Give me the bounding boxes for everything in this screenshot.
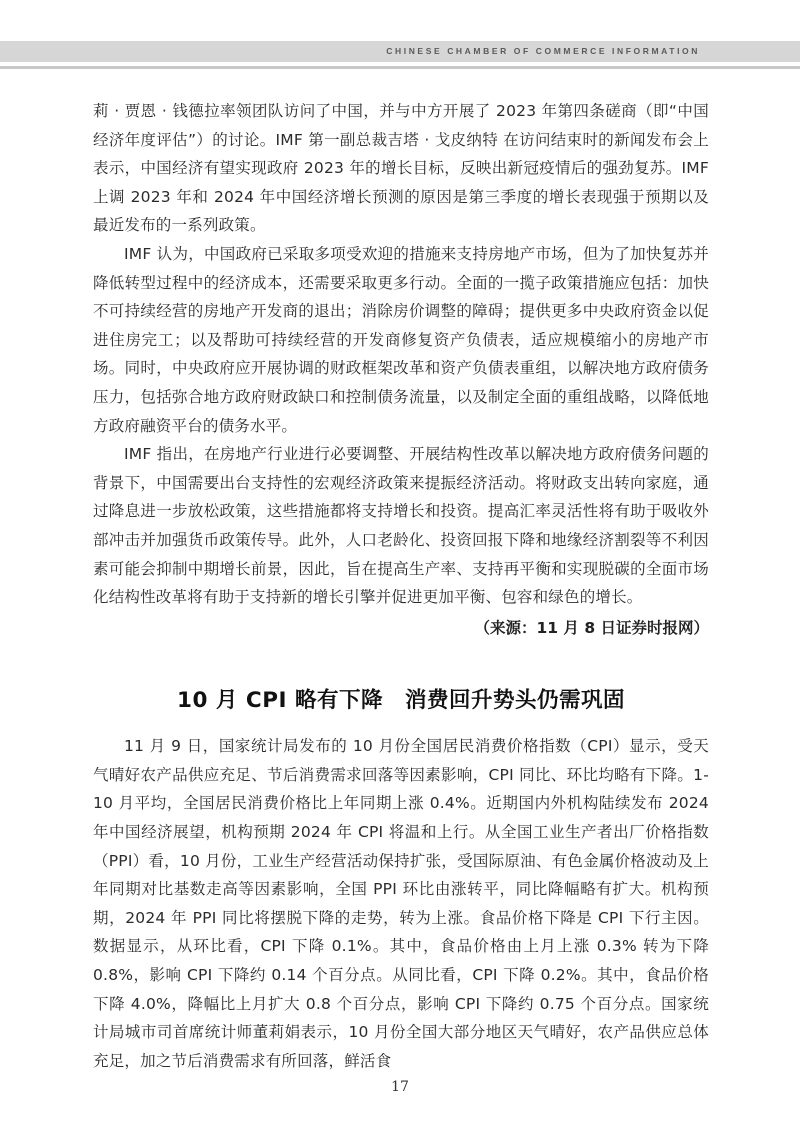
paragraph: 11 月 9 日，国家统计局发布的 10 月份全国居民消费价格指数（CPI）显示，受天气晴好农产品供应充足、节后消费需求回落等因素影响，CPI 同比、环比均略有下降。1-10 月平均，全国居民消费价格比上年同期上涨 0.4%。近期国内外机构陆续发布 2024 年中国经济展望，机构预期 2024 年 CPI 将温和上行。从全国工业生产者出厂价格指数（PPI）看，10 月份，工业生产经营活动保持扩张，受国际原油、有色金属价格波动及上年同期对比基数走高等因素影响，全国 PPI 环比由涨转平，同比降幅略有扩大。机构预期，2024 年 PPI 同比将摆脱下降的走势，转为上涨。食品价格下降是 CPI 下行主因。数据显示，从环比看，CPI 下降 0.1%。其中，食品价格由上月上涨 0.3% 转为下降 0.8%，影响 CPI 下降约 0.14 个百分点。从同比看，CPI 下降 0.2%。其中，食品价格下降 4.0%，降幅比上月扩大 0.8 个百分点，影响 CPI 下降约 0.75 个百分点。国家统计局城市司首席统计师董莉娟表示，10 月份全国大部分地区天气晴好，农产品供应总体充足，加之节后消费需求有所回落，鲜活食 — [93, 737, 709, 1070]
paragraph: IMF 认为，中国政府已采取多项受欢迎的措施来支持房地产市场，但为了加快复苏并降低转型过程中的经济成本，还需要采取更多行动。全面的一揽子政策措施应包括：加快不可持续经营的房地产开发商的退出；消除房价调整的障碍；提供更多中央政府资金以促进住房完工；以及帮助可持续经营的开发商修复资产负债表，适应规模缩小的房地产市场。同时，中央政府应开展协调的财政框架改革和资产负债表重组，以解决地方政府债务压力，包括弥合地方政府财政缺口和控制债务流量，以及制定全面的重组战略，以降低地方政府融资平台的债务水平。 — [93, 244, 709, 435]
page-number: 17 — [391, 1079, 409, 1095]
article-body — [93, 97, 709, 1075]
source-citation: （来源：11 月 8 日证券时报网） — [474, 618, 709, 637]
paragraph: IMF 指出，在房地产行业进行必要调整、开展结构性改革以解决地方政府债务问题的背景下，中国需要出台支持性的宏观经济政策来提振经济活动。将财政支出转向家庭，通过降息进一步放松政策，这些措施都将支持增长和投资。提高汇率灵活性将有助于吸收外部冲击并加强货币政策传导。此外，人口老龄化、投资回报下降和地缘经济割裂等不利因素可能会抑制中期增长前景，因此，旨在提高生产率、支持再平衡和实现脱碳的全面市场化结构性改革将有助于支持新的增长引擎并促进更加平衡、包容和绿色的增长。 — [93, 445, 709, 607]
header-divider — [0, 66, 800, 69]
paragraph: 莉 · 贾恩 · 钱德拉率领团队访问了中国，并与中方开展了 2023 年第四条磋商（即“中国经济年度评估”）的讨论。IMF 第一副总裁吉塔 · 戈皮纳特 在访问结束时的新闻发布会上表示，中国经济有望实现政府 2023 年的增长目标，反映出新冠疫情后的强劲复苏。IMF 上调 2023 年和 2024 年中国经济增长预测的原因是第三季度的增长表现强于预期以及最近发布的一系列政策。 — [93, 102, 709, 235]
article-title: 10 月 CPI 略有下降 消费回升势头仍需巩固 — [177, 688, 625, 714]
running-header: CHINESE CHAMBER OF COMMERCE INFORMATION — [386, 46, 700, 56]
